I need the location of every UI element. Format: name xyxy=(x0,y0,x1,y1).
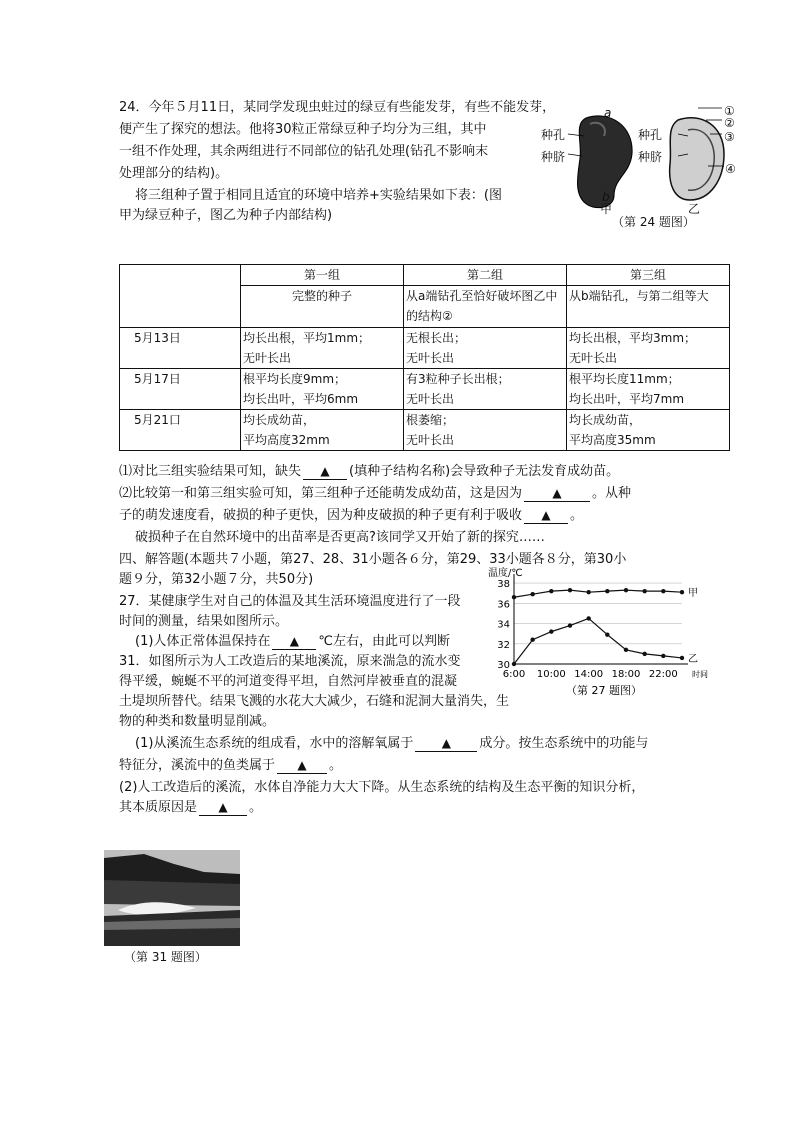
treatment-group-3: 从b端钻孔，与第二组等大 xyxy=(567,286,730,328)
data-point xyxy=(530,592,534,596)
data-point xyxy=(661,654,665,658)
data-point xyxy=(661,589,665,593)
answer-blank[interactable]: ▲ xyxy=(524,508,568,524)
label-qi-jia: 种脐 xyxy=(541,150,566,164)
x-axis-label: 时间 xyxy=(692,670,708,679)
data-point xyxy=(642,652,646,656)
q24-sub1: ⑴对比三组实验结果可知，缺失 ▲ (填种子结构名称)会导致种子无法发育成幼苗。 xyxy=(119,464,620,479)
data-point xyxy=(549,589,553,593)
label-kong-jia: 种孔 xyxy=(541,128,566,142)
y-tick-label: 34 xyxy=(497,619,510,631)
seed-illustration xyxy=(538,104,748,232)
label-qi-yi: 种脐 xyxy=(638,150,663,164)
label-kong-yi: 种孔 xyxy=(638,128,663,142)
table-cell: 均长成幼苗， 平均高度35mm xyxy=(567,410,730,451)
answer-blank[interactable]: ▲ xyxy=(199,800,247,816)
answer-blank[interactable]: ▲ xyxy=(524,486,590,502)
treatment-group-2: 从a端钻孔至恰好破坏图乙中的结构② xyxy=(404,286,567,328)
q27-line-2: 时间的测量，结果如图所示。 xyxy=(119,614,289,629)
data-point xyxy=(680,590,684,594)
table-cell: 根萎缩； 无叶长出 xyxy=(404,410,567,451)
seed-label-a: a xyxy=(604,106,612,120)
table-cell: 均长出根，平均3mm； 无叶长出 xyxy=(567,328,730,369)
seed-figure xyxy=(538,104,748,232)
data-point xyxy=(680,656,684,660)
table-cell: 根平均长度11mm； 均长出叶，平均7mm xyxy=(567,369,730,410)
q27-line-3: (1)人体正常体温保持在 ▲ ℃左右，由此可以判断 xyxy=(135,634,451,649)
series-label: 乙 xyxy=(688,653,698,665)
q24-line-2: 便产生了探究的想法。他将30粒正常绿豆种子均分为三组，其中 xyxy=(119,122,487,137)
series-label: 甲 xyxy=(688,588,698,600)
q31-line-1: 31．如图所示为人工改造后的某地溪流，原来湍急的流水变 xyxy=(119,654,461,669)
data-point xyxy=(568,623,572,627)
table-row xyxy=(120,328,730,369)
figure-31-caption: （第 31 题图） xyxy=(124,950,207,964)
label-num-4: ④ xyxy=(725,162,736,176)
data-point xyxy=(530,638,534,642)
label-num-1: ① xyxy=(724,104,735,118)
table-corner xyxy=(120,265,241,328)
answer-blank[interactable]: ▲ xyxy=(303,464,347,480)
data-point xyxy=(605,632,609,636)
y-tick-label: 32 xyxy=(497,639,510,651)
q24-sub2a: ⑵比较第一和第三组实验可知，第三组种子还能萌发成幼苗，这是因为 ▲ 。从种 xyxy=(119,486,632,501)
answer-blank[interactable]: ▲ xyxy=(272,634,316,650)
label-num-3: ③ xyxy=(724,130,735,144)
q24-sub3: 破损种子在自然环境中的出苗率是否更高?该同学又开始了新的探究…… xyxy=(135,530,545,545)
q24-line-6: 甲为绿豆种子，图乙为种子内部结构) xyxy=(119,208,333,223)
y-tick-label: 38 xyxy=(497,579,510,591)
label-num-2: ② xyxy=(724,116,735,130)
table-row xyxy=(120,369,730,410)
table-header-row xyxy=(120,265,730,286)
y-tick-label: 30 xyxy=(497,660,510,671)
q31-line-2: 得平缓，蜿蜒不平的河道变得平坦，自然河岸被垂直的混凝 xyxy=(119,674,458,689)
q31-sub1b: 特征分，溪流中的鱼类属于 ▲ 。 xyxy=(119,758,343,773)
series-line-jia xyxy=(514,590,682,597)
table-cell: 有3粒种子长出根； 无叶长出 xyxy=(404,369,567,410)
data-point xyxy=(568,588,572,592)
data-point xyxy=(586,616,590,620)
q27-line-1: 27．某健康学生对自己的体温及其生活环境温度进行了一段 xyxy=(119,594,461,609)
data-point xyxy=(624,588,628,592)
data-point xyxy=(549,629,553,633)
q31-sub2a: (2)人工改造后的溪流，水体自净能力大大下降。从生态系统的结构及生态平衡的知识分析， xyxy=(119,780,645,795)
seed-label-b: b xyxy=(602,190,610,204)
header-group-3: 第三组 xyxy=(567,265,730,286)
table-row xyxy=(120,410,730,451)
row-date: 5月13日 xyxy=(120,328,241,369)
table-cell: 根平均长度9mm； 均长出叶，平均6mm xyxy=(241,369,404,410)
answer-blank[interactable]: ▲ xyxy=(415,736,477,752)
row-date: 5月21口 xyxy=(120,410,241,451)
data-point xyxy=(605,589,609,593)
q24-sub2b: 子的萌发速度看，破损的种子更快，因为种皮破损的种子更有利于吸收 ▲ 。 xyxy=(119,508,584,523)
answer-blank[interactable]: ▲ xyxy=(277,758,327,774)
q24-line-5: 将三组种子置于相同且适宜的环境中培养+实验结果如下表：(图 xyxy=(135,188,502,203)
temperature-chart-svg xyxy=(484,566,724,706)
data-point xyxy=(624,648,628,652)
x-tick-label: 10:00 xyxy=(536,669,566,680)
table-cell: 均长成幼苗， 平均高度32mm xyxy=(241,410,404,451)
row-date: 5月17日 xyxy=(120,369,241,410)
q31-line-4: 物的种类和数量明显削减。 xyxy=(119,714,276,729)
data-point xyxy=(586,590,590,594)
data-point xyxy=(512,662,516,666)
header-group-1: 第一组 xyxy=(241,265,404,286)
x-tick-label: 14:00 xyxy=(574,669,604,680)
section4-line-2: 题９分，第32小题７分，共50分) xyxy=(119,572,314,587)
q24-line-1: 24．今年５月11日，某同学发现虫蛀过的绿豆有些能发芽，有些不能发芽， xyxy=(119,100,556,115)
series-line-yi xyxy=(514,618,682,664)
stream-photo xyxy=(104,850,240,946)
y-axis-label: 温度/℃ xyxy=(488,568,523,579)
q31-sub1a: (1)从溪流生态系统的组成看，水中的溶解氧属于 ▲ 成分。按生态系统中的功能与 xyxy=(135,736,649,751)
chart-caption: （第 27 题图） xyxy=(566,684,642,697)
q24-line-4: 处理部分的结构)。 xyxy=(119,166,229,181)
section4-line-1: 四、解答题(本题共７小题，第27、28、31小题各６分，第29、33小题各８分，第30小 xyxy=(119,552,627,567)
label-jia: 甲 xyxy=(600,202,613,216)
data-point xyxy=(642,589,646,593)
header-group-2: 第二组 xyxy=(404,265,567,286)
y-tick-label: 36 xyxy=(497,599,510,611)
x-tick-label: 18:00 xyxy=(611,669,641,680)
x-tick-label: 22:00 xyxy=(648,669,678,680)
experiment-table xyxy=(119,264,730,451)
stream-photo-illustration xyxy=(104,850,240,946)
treatment-group-1: 完整的种子 xyxy=(241,286,404,328)
table-cell: 无根长出； 无叶长出 xyxy=(404,328,567,369)
q31-sub2b: 其本质原因是 ▲ 。 xyxy=(119,800,263,815)
table-cell: 均长出根，平均1mm； 无叶长出 xyxy=(241,328,404,369)
temperature-chart xyxy=(484,566,724,706)
figure-24-caption: （第 24 题图） xyxy=(612,215,695,229)
x-tick-label: 6:00 xyxy=(502,669,526,680)
label-yi: 乙 xyxy=(688,202,701,216)
q31-line-3: 土堤坝所替代。结果飞溅的水花大大减少，石缝和泥洞大量消失，生 xyxy=(119,694,510,709)
data-point xyxy=(512,595,516,599)
q24-line-3: 一组不作处理，其余两组进行不同部位的钻孔处理(钻孔不影响末 xyxy=(119,144,489,159)
